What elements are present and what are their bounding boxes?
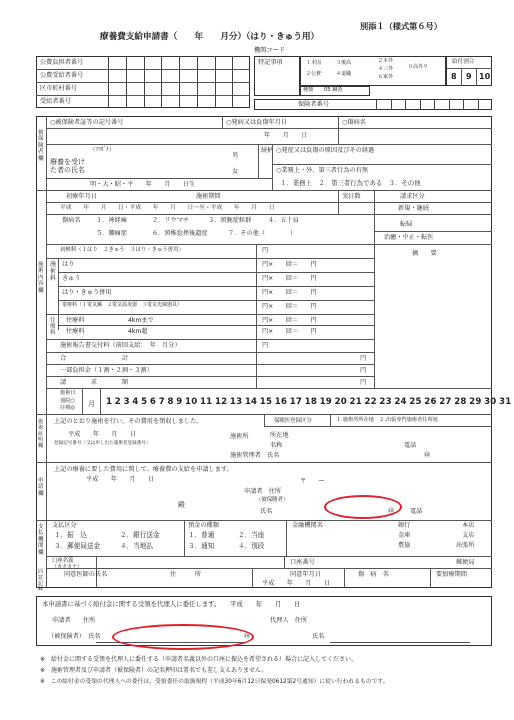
municipality-label: 区市町村番号	[40, 85, 78, 92]
day-11: 11	[199, 397, 213, 407]
consent-section-label: 同意記録	[38, 569, 44, 593]
day-10: 10	[185, 397, 198, 407]
remarks-label: 摘 要	[412, 250, 437, 257]
day-19: 19	[319, 397, 332, 407]
day-7: 7	[158, 397, 165, 407]
day-17: 17	[289, 397, 303, 407]
payment-section-label: 支払機関欄	[38, 524, 44, 556]
tokki-label: 特記事項	[258, 59, 283, 66]
category-box	[300, 56, 446, 86]
patient-section-label: 被保険者欄	[38, 130, 44, 162]
day-6: 6	[149, 397, 157, 407]
note-3: ※ この給付金の受領の代理人への委任は、受領委任の取扱規程（平成30年6月12日保発0612第2号通知）に従い行われるものです。	[40, 679, 389, 685]
day-21: 21	[349, 397, 362, 407]
note-2: ※ 施術管理者及び申請者（被保険者）の記名押印は署名でも差し支えありません。	[40, 667, 268, 674]
day-13: 13	[229, 397, 243, 407]
day-27: 27	[439, 397, 452, 407]
claim-form: 別添１（様式第６号） 療養費支給申請書（ 年 月分）（はり・きゅう用） 機関コード 公費負担者番号 公費受給者番号 区市町村番号 受給者番号 特記事項 １本国 ２公費 ３後高 ４退職 ２本外 ４三外 ６家外 ０高外９ 給付割合 8 9 10 種類 05 鍼灸 保険者番号 被保険者欄 ○被保険者証等の記号番号 ○発病又は負傷年月日 ○傷病名 年 月 日 （ﾌﾘｶﾞﾅ） 続柄 ○発症又は負傷の原因及びその経過 療養を受けた者の氏名 男 女 ○業務上・外、第三者行為の有無 明・大・昭・平 年 月 日生 １．業務上 ２．第三者行為である ３．その他 施術内容欄 初療年月日 施術期間 実日数 請求区分 平成 年 月 日・平成 年 月 日〜至・平成 年 月 日 新規・継続 傷病名 １．神経痛 ２．リウマチ ３．頸腕症候群 ４．五十肩 ５．腰痛症 ６．頸椎捻挫後遺症 ７．その他（ ） 転帰 治癒・中止・転医 摘 要 施術料 初検料（１はり ２きゅう ３はり・きゅう併用） 円 はり 円× 回＝ 円 きゅう 円× 回＝ 円 はり・きゅう併用 円× 回＝ 円 電療料（１電気鍼 ２電気温灸器 ３電気光線器具） 円× 回＝ 円 往療料 往療料 4kmまで 円× 回＝ 円 往療料 4km超 円× 回＝ 円 施術報告書交付料（前回支給： 年 月分） 円 合 計 円 一部負担金（１割・２割・３割） 円 請 求 額 円 施術日 通院○ 往療◎ 月 1 2 3 4 5 6 7 8 9 10 11 12 13 14 15 16 17 18 19 20 21 22 23 24 25 26 27 28 29 30 31 施術証明欄 上記のとおり施術を行い、その費用を領収しました。 保険医登録区分 １.施術所所在地 ２.出張専門施術者住所地 平成 年 月 日 登録記号番号（又は申し出た施術者登録番号） 施術所 所在地 名称 電話 施術管理者 氏名 ㊞ 申請欄 上記の療養に要した費用に関して、療養費の支給を申請します。 平成 年 月 日 〒 ー 申請者 住所 （被保険者） 殿 氏名 ㊞ 電話 支払機関欄 支払区分 １．振 込 ２．銀行送金 ３．郵便局送金 ４．当地払 預金の種類 １．普通 ２．当座 ３．通知 ４．別段 金融機関名 銀行 金庫 農協 本店 支店 出張所 口座名義 （カタカナ） 口座番号 郵便局 同意医師の氏名 同意記録 住 所 同意年月日 傷 病 名 要加療期間 平成 年 月 日 本申請書に基づく給付金に関する受領を代理人に委任します。 平成 年 月 日 申請者 住所 代理人 住所 （被保険者） 氏名 ㊞ 氏名 ※ 給付金に関する受領を代理人に委任する（申請者名義以外の口座に振込を希望される）場合に記入してください。 ※ 施術管理者及び申請者（被保険者）の記名押印は署名でも差し支えありません。 ※ この給付金の受領の代理人への委任は、受領委任の取扱規程（平成30年6月12日保発0612第2号通知）に従い行われるものです。	[0, 0, 514, 720]
day-15: 15	[259, 397, 273, 407]
day-25: 25	[409, 397, 422, 407]
day-22: 22	[364, 397, 377, 407]
day-18: 18	[304, 397, 318, 407]
patient-name-label: 療養を受けた者の氏名	[50, 158, 85, 175]
day-2: 2	[114, 397, 121, 407]
form-title: 療養費支給申請書（ 年 月分）（はり・きゅう用）	[100, 32, 320, 42]
day-23: 23	[379, 397, 392, 407]
day-14: 14	[244, 397, 258, 407]
form-number: 別添１（様式第６号）	[360, 21, 442, 31]
day-31: 31	[499, 397, 512, 407]
treatment-days	[106, 397, 514, 407]
apply-section-label: 申請欄	[38, 478, 44, 497]
day-30: 30	[484, 397, 497, 407]
day-12: 12	[214, 397, 228, 407]
day-1: 1	[106, 397, 113, 407]
day-20: 20	[334, 397, 347, 407]
day-8: 8	[167, 397, 174, 407]
day-9: 9	[176, 397, 183, 407]
day-4: 4	[132, 397, 139, 407]
public-recipient-label: 公費受給者番号	[40, 72, 84, 79]
applicant-name-highlight	[324, 495, 402, 519]
recipient-number-label: 受給者番号	[40, 98, 71, 105]
day-16: 16	[274, 397, 288, 407]
treatment-section-label: 施術内容欄	[38, 262, 44, 294]
day-24: 24	[394, 397, 407, 407]
cert-section-label: 施術証明欄	[38, 419, 44, 449]
day-28: 28	[454, 397, 467, 407]
day-29: 29	[469, 397, 482, 407]
institution-code-label: 機関コード	[254, 47, 285, 54]
delegation-name-highlight	[112, 624, 254, 650]
day-26: 26	[424, 397, 437, 407]
day-5: 5	[141, 397, 148, 407]
day-3: 3	[123, 397, 130, 407]
public-payer-label: 公費負担者番号	[40, 59, 84, 66]
note-1: ※ 給付金に関する受領を代理人に委任する（申請者名義以外の口座に振込を希望される）場合に記入してください。	[40, 656, 358, 663]
